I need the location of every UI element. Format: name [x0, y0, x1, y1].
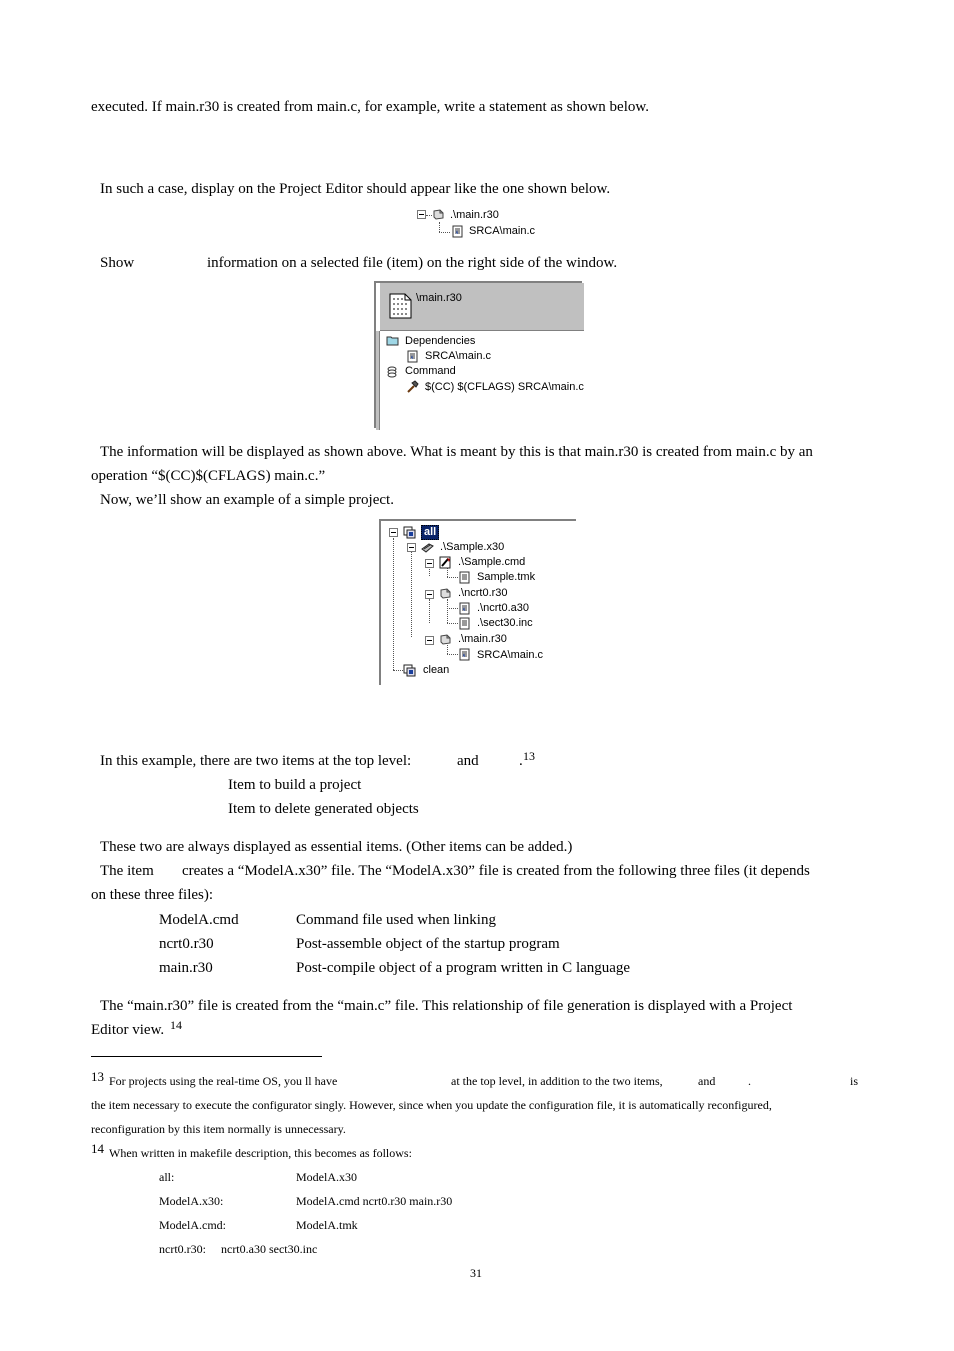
makefile-line: ncrt0.r30: ncrt0.a30 sect30.inc [159, 1242, 318, 1256]
dependency-file: ncrt0.r30 [159, 936, 214, 952]
tree-item-label[interactable]: .\Sample.x30 [440, 541, 505, 553]
paragraph-part: In this example, there are two items at the top level: [100, 753, 412, 769]
source-file-icon [458, 648, 471, 661]
object-file-icon [432, 208, 445, 221]
dependency-description: Post-assemble object of the startup program [296, 936, 560, 952]
source-file-icon [406, 350, 419, 363]
tree-item-label[interactable]: .\ncrt0.a30 [477, 602, 529, 614]
command-icon [386, 365, 399, 378]
footnote-text: For projects using the real-time OS, you ll have [109, 1074, 338, 1088]
paragraph-part: information on a selected file (item) on the right side of the window. [207, 255, 618, 271]
paragraph: Now, we’ll show an example of a simple project. [100, 492, 394, 508]
executable-icon [421, 541, 434, 554]
tree-item-label[interactable]: .\Sample.cmd [458, 556, 526, 568]
command-text[interactable]: $(CC) $(CFLAGS) SRCA\main.c [425, 381, 584, 393]
footnote-text: at the top level, in addition to the two items, [451, 1074, 663, 1088]
collapse-toggle[interactable] [425, 559, 434, 568]
page-number: 31 [470, 1266, 482, 1280]
makefile-deps: ModelA.cmd ncrt0.r30 main.r30 [296, 1194, 453, 1208]
paragraph-part: . [519, 753, 523, 769]
collapse-toggle[interactable] [425, 590, 434, 599]
tree-item-all[interactable]: all [421, 525, 439, 540]
item-clean-description: Item to delete generated objects [228, 801, 419, 817]
footnote-text: . [748, 1074, 751, 1088]
collapse-toggle[interactable] [389, 528, 398, 537]
paragraph-part: creates a “ModelA.x30” file. The “ModelA.x30” file is created from the following three files (it depends [182, 863, 810, 879]
item-all-description: Item to build a project [228, 777, 362, 793]
object-file-icon [439, 633, 452, 646]
paragraph-part: and [457, 753, 479, 769]
text-file-icon [458, 571, 471, 584]
source-file-icon [458, 602, 471, 615]
makefile-deps: ModelA.x30 [296, 1170, 357, 1184]
command-label: Command [405, 365, 456, 377]
tree-item-clean[interactable]: clean [423, 664, 450, 676]
dependencies-label: Dependencies [405, 335, 476, 347]
dependency-file[interactable]: SRCA\main.c [425, 350, 492, 362]
tree-item-label[interactable]: SRCA\main.c [469, 225, 536, 237]
tree-item-label[interactable]: SRCA\main.c [477, 649, 544, 661]
makefile-deps: ModelA.tmk [296, 1218, 358, 1232]
footnote-text: the item necessary to execute the configurator singly. However, since when you update the configuration file, it is automatically reconfigured, [91, 1098, 772, 1112]
footnote-number: 14 [91, 1141, 104, 1156]
makefile-target: ModelA.cmd: [159, 1218, 226, 1232]
footnote-separator [91, 1056, 322, 1057]
dependency-file: main.r30 [159, 960, 213, 976]
panel-header [380, 283, 584, 331]
paragraph: These two are always displayed as essential items. (Other items can be added.) [100, 839, 573, 855]
collapse-toggle[interactable] [417, 210, 426, 219]
paragraph-part: Show [100, 255, 135, 271]
makefile-target: ModelA.x30: [159, 1194, 224, 1208]
collapse-toggle[interactable] [407, 543, 416, 552]
paragraph: executed. If main.r30 is created from main.c, for example, write a statement as shown below. [91, 99, 649, 115]
tree-item-label[interactable]: .\sect30.inc [477, 617, 533, 629]
project-item-icon [403, 664, 416, 677]
panel-title: \main.r30 [416, 292, 462, 304]
command-file-icon [439, 556, 452, 569]
large-file-icon [388, 292, 414, 320]
footnote-text: reconfiguration by this item normally is unnecessary. [91, 1122, 346, 1136]
footnote-text: is [850, 1074, 859, 1088]
footnote-number: 13 [91, 1069, 104, 1084]
makefile-target: all: [159, 1170, 175, 1184]
tree-item-label[interactable]: .\main.r30 [458, 633, 507, 645]
item-information-panel [374, 281, 582, 428]
tree-item-label[interactable]: .\main.r30 [450, 209, 499, 221]
footnote-text: and [698, 1074, 716, 1088]
tree-item-label[interactable]: .\ncrt0.r30 [458, 587, 508, 599]
collapse-toggle[interactable] [425, 636, 434, 645]
folder-icon [386, 334, 399, 347]
dependency-description: Command file used when linking [296, 912, 496, 928]
tree-item-label[interactable]: Sample.tmk [477, 571, 536, 583]
paragraph: The information will be displayed as shown above. What is meant by this is that main.r30 is created from main.c by an [100, 444, 813, 460]
project-item-icon [403, 526, 416, 539]
footnote-ref-14[interactable]: 14 [170, 1018, 182, 1032]
paragraph: The “main.r30” file is created from the “main.c” file. This relationship of file generation is displayed with a Project [100, 998, 793, 1014]
object-file-icon [439, 587, 452, 600]
dependency-description: Post-compile object of a program written in C language [296, 960, 631, 976]
hammer-icon [406, 380, 419, 393]
paragraph: on these three files): [91, 887, 214, 903]
paragraph: operation “$(CC)$(CFLAGS) main.c.” [91, 468, 326, 484]
text-file-icon [458, 617, 471, 630]
paragraph: In such a case, display on the Project Editor should appear like the one shown below. [100, 181, 611, 197]
footnote-text: When written in makefile description, this becomes as follows: [109, 1146, 412, 1160]
project-tree-panel [379, 519, 576, 685]
footnote-ref-13[interactable]: 13 [523, 749, 535, 763]
paragraph-part: The item [100, 863, 154, 879]
source-file-icon [451, 225, 464, 238]
paragraph-part: Editor view. [91, 1022, 165, 1038]
dependency-file: ModelA.cmd [159, 912, 239, 928]
